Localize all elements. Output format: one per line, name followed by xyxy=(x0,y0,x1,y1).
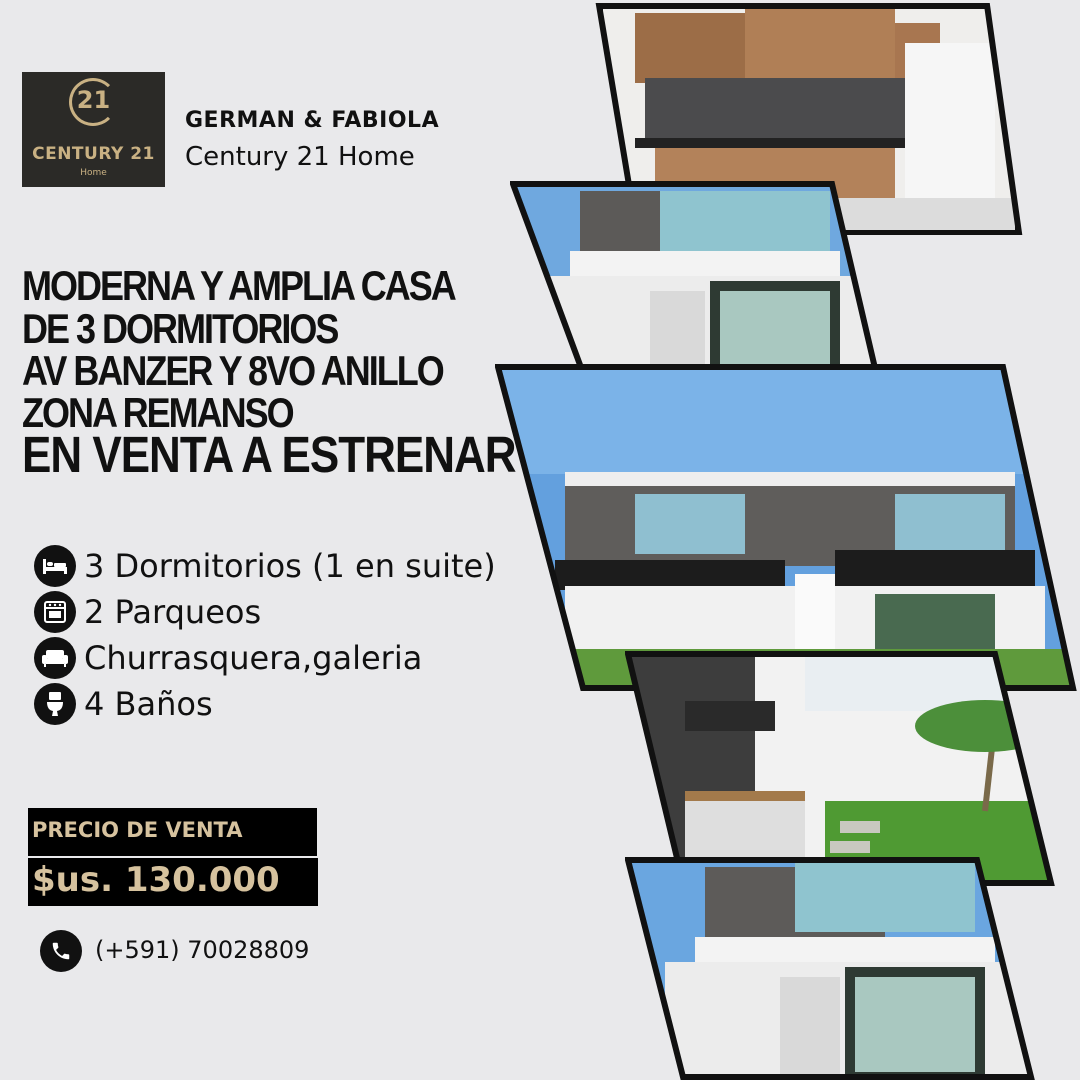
phone-icon xyxy=(40,930,82,972)
logo-number: 21 xyxy=(76,86,111,114)
headline-line-4: ZONA REMANSO xyxy=(22,389,293,437)
house-front-photo-2 xyxy=(625,857,1035,1080)
agency-name: Century 21 Home xyxy=(185,142,415,172)
feature-item xyxy=(34,684,213,724)
logo-name: CENTURY 21 xyxy=(32,144,155,164)
bed-icon xyxy=(34,545,76,587)
headline-line-5: EN VENTA A ESTRENAR xyxy=(22,427,516,484)
toilet-icon xyxy=(34,683,76,725)
oven-icon xyxy=(34,591,76,633)
feature-text: 3 Dormitorios (1 en suite) xyxy=(84,547,496,585)
headline-line-3: AV BANZER Y 8VO ANILLO xyxy=(22,347,443,395)
headline-line-2: DE 3 DORMITORIOS xyxy=(22,305,338,353)
feature-item xyxy=(34,638,422,678)
bbq-garden-photo xyxy=(625,651,1055,887)
phone-number: (+591) 70028809 xyxy=(95,936,310,964)
century21-logo xyxy=(22,72,165,187)
price-value: $us. 130.000 xyxy=(32,860,280,900)
logo-sub: Home xyxy=(80,168,107,178)
house-front-photo xyxy=(510,181,882,385)
feature-text: Churrasquera,galeria xyxy=(84,639,423,677)
agent-names: GERMAN & FABIOLA xyxy=(185,108,440,133)
feature-text: 4 Baños xyxy=(84,685,213,723)
price-label: PRECIO DE VENTA xyxy=(32,818,243,842)
feature-text: 2 Parqueos xyxy=(84,593,262,631)
house-exterior-photo xyxy=(495,364,1077,692)
feature-item xyxy=(34,546,496,586)
headline-line-1: MODERNA Y AMPLIA CASA xyxy=(22,262,455,310)
feature-item xyxy=(34,592,261,632)
sofa-icon xyxy=(34,637,76,679)
